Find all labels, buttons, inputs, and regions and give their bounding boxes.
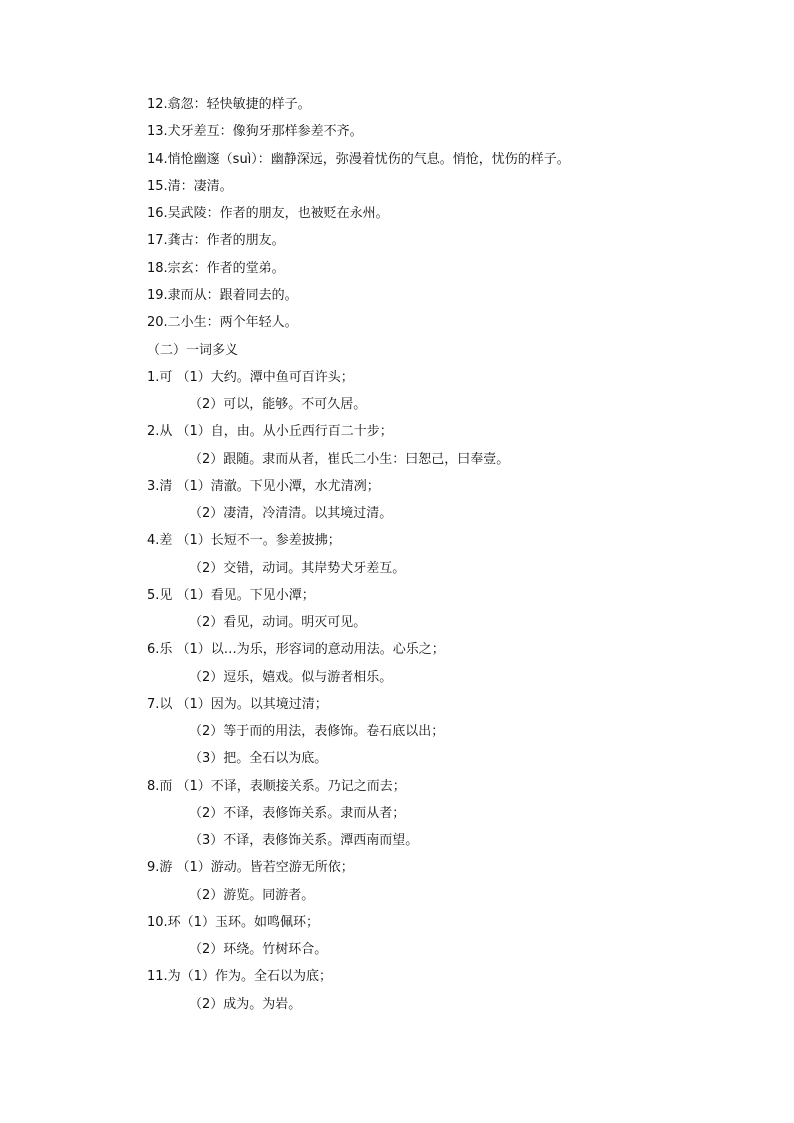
note-17: 17.龚古：作者的朋友。 — [147, 233, 285, 248]
note-13: 13.犬牙差互：像狗牙那样参差不齐。 — [147, 124, 363, 139]
polysemy-line: （2）等于而的用法，表修饰。卷石底以出； — [189, 724, 445, 739]
polysemy-line: （2）交错，动词。其岸势犬牙差互。 — [189, 561, 406, 576]
polysemy-line: 5.见 （1）看见。下见小潭； — [147, 588, 315, 603]
polysemy-line: （2）凄清，冷清清。以其境过清。 — [189, 506, 393, 521]
polysemy-line: 11.为（1）作为。全石以为底； — [147, 969, 332, 984]
note-18: 18.宗玄：作者的堂弟。 — [147, 261, 285, 276]
polysemy-line: （2）成为。为岩。 — [189, 997, 302, 1012]
note-20: 20.二小生：两个年轻人。 — [147, 315, 298, 330]
polysemy-line: （3）把。全石以为底。 — [189, 751, 328, 766]
polysemy-line: （2）逗乐，嬉戏。似与游者相乐。 — [189, 670, 393, 685]
note-16: 16.吴武陵：作者的朋友，也被贬在永州。 — [147, 206, 389, 221]
note-14: 14.悄怆幽邃（suì）：幽静深远，弥漫着忧伤的气息。悄怆，忧伤的样子。 — [147, 152, 570, 167]
note-12: 12.翕忽：轻快敏捷的样子。 — [147, 97, 311, 112]
polysemy-line: 2.从 （1）自，由。从小丘西行百二十步； — [147, 424, 393, 439]
note-15: 15.清：凄清。 — [147, 179, 233, 194]
polysemy-line: 4.差 （1）长短不一。参差披拂； — [147, 533, 341, 548]
polysemy-line: 10.环（1）玉环。如鸣佩环； — [147, 915, 319, 930]
polysemy-line: 1.可 （1）大约。潭中鱼可百许头； — [147, 370, 354, 385]
polysemy-line: （2）可以，能够。不可久居。 — [189, 397, 367, 412]
polysemy-line: （3）不译，表修饰关系。潭西南而望。 — [189, 833, 419, 848]
polysemy-line: 3.清 （1）清澈。下见小潭，水尤清冽； — [147, 479, 380, 494]
polysemy-line: （2）跟随。隶而从者，崔氏二小生：曰恕己，曰奉壹。 — [189, 452, 510, 467]
polysemy-line: （2）游览。同游者。 — [189, 888, 315, 903]
polysemy-line: 8.而 （1）不译，表顺接关系。乃记之而去； — [147, 779, 406, 794]
polysemy-line: 9.游 （1）游动。皆若空游无所依； — [147, 860, 354, 875]
note-19: 19.隶而从：跟着同去的。 — [147, 288, 298, 303]
polysemy-line: （2）看见，动词。明灭可见。 — [189, 615, 367, 630]
polysemy-line: 6.乐 （1）以…为乐，形容词的意动用法。心乐之； — [147, 642, 445, 657]
polysemy-line: 7.以 （1）因为。以其境过清； — [147, 697, 328, 712]
polysemy-line: （2）环绕。竹树环合。 — [189, 942, 328, 957]
polysemy-line: （2）不译，表修饰关系。隶而从者； — [189, 806, 406, 821]
section-title: （二）一词多义 — [147, 343, 239, 358]
